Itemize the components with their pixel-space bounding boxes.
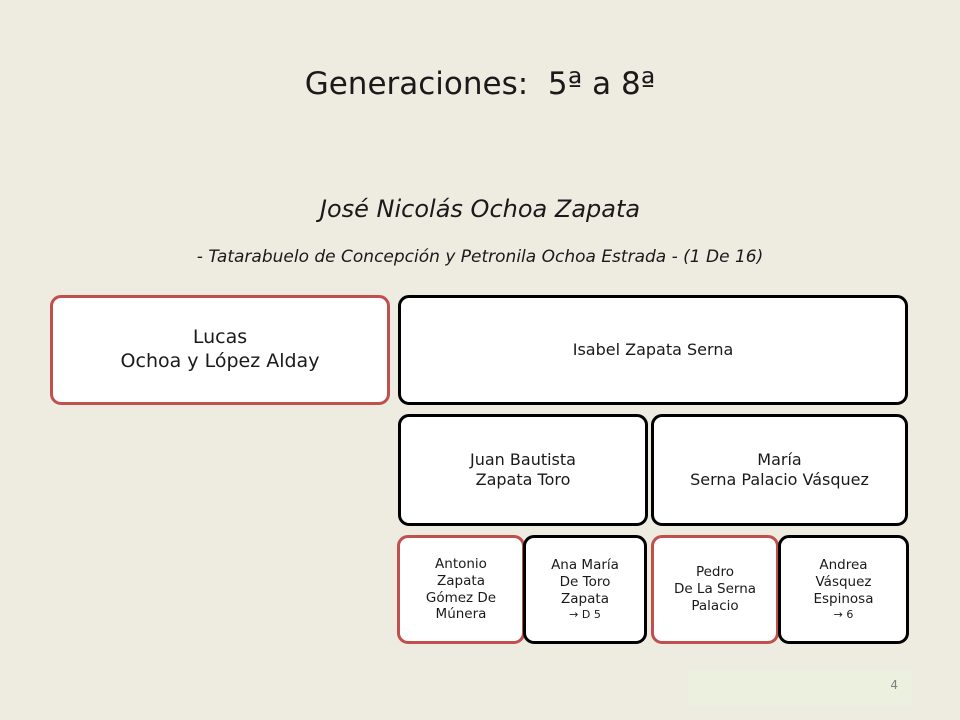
maternal-grandfather-first-name: Juan Bautista xyxy=(470,450,576,469)
ggp2-line2: De Toro xyxy=(559,574,611,591)
slide-title: Generaciones: 5ª a 8ª xyxy=(304,66,656,102)
father-first-name: Lucas xyxy=(192,326,248,349)
ggp1-line2: Zapata xyxy=(437,572,485,589)
great-grandparent-box-3 xyxy=(651,535,779,644)
ggp2-line1: Ana María xyxy=(551,557,619,574)
ggp4-line1: Andrea xyxy=(819,557,868,574)
maternal-grandfather-box xyxy=(398,414,648,526)
great-grandparent-box-2 xyxy=(523,535,647,644)
page-number: 4 xyxy=(890,678,898,692)
mother-name: Isabel Zapata Serna xyxy=(572,340,734,359)
ggp3-line1: Pedro xyxy=(695,564,735,581)
mother-box xyxy=(398,295,908,405)
ggp3-line3: Palacio xyxy=(691,597,739,614)
ggp2-reference: → D 5 xyxy=(569,607,601,621)
maternal-grandmother-surnames: Serna Palacio Vásquez xyxy=(690,470,869,489)
maternal-grandmother-box xyxy=(651,414,908,526)
father-surnames: Ochoa y López Alday xyxy=(120,350,320,372)
ggp3-line2: De La Serna xyxy=(673,581,757,598)
ggp4-reference: → 6 xyxy=(833,607,854,621)
ggp1-line4: Múnera xyxy=(435,606,487,623)
ggp2-line3: Zapata xyxy=(561,591,609,608)
maternal-grandfather-surnames: Zapata Toro xyxy=(475,470,571,489)
root-person-name: José Nicolás Ochoa Zapata xyxy=(319,195,641,223)
ggp4-line3: Espinosa xyxy=(813,591,874,608)
ggp1-line3: Gómez De xyxy=(425,589,497,606)
maternal-grandmother-first-name: María xyxy=(757,450,802,469)
great-grandparent-box-4 xyxy=(778,535,909,644)
ggp4-line2: Vásquez xyxy=(815,574,872,591)
root-person-subtitle: - Tatarabuelo de Concepción y Petronila Ochoa Estrada - (1 De 16) xyxy=(196,247,764,267)
great-grandparent-box-1 xyxy=(397,535,525,644)
page-number-box xyxy=(688,670,912,706)
father-box xyxy=(50,295,390,405)
ggp1-line1: Antonio xyxy=(435,555,487,572)
